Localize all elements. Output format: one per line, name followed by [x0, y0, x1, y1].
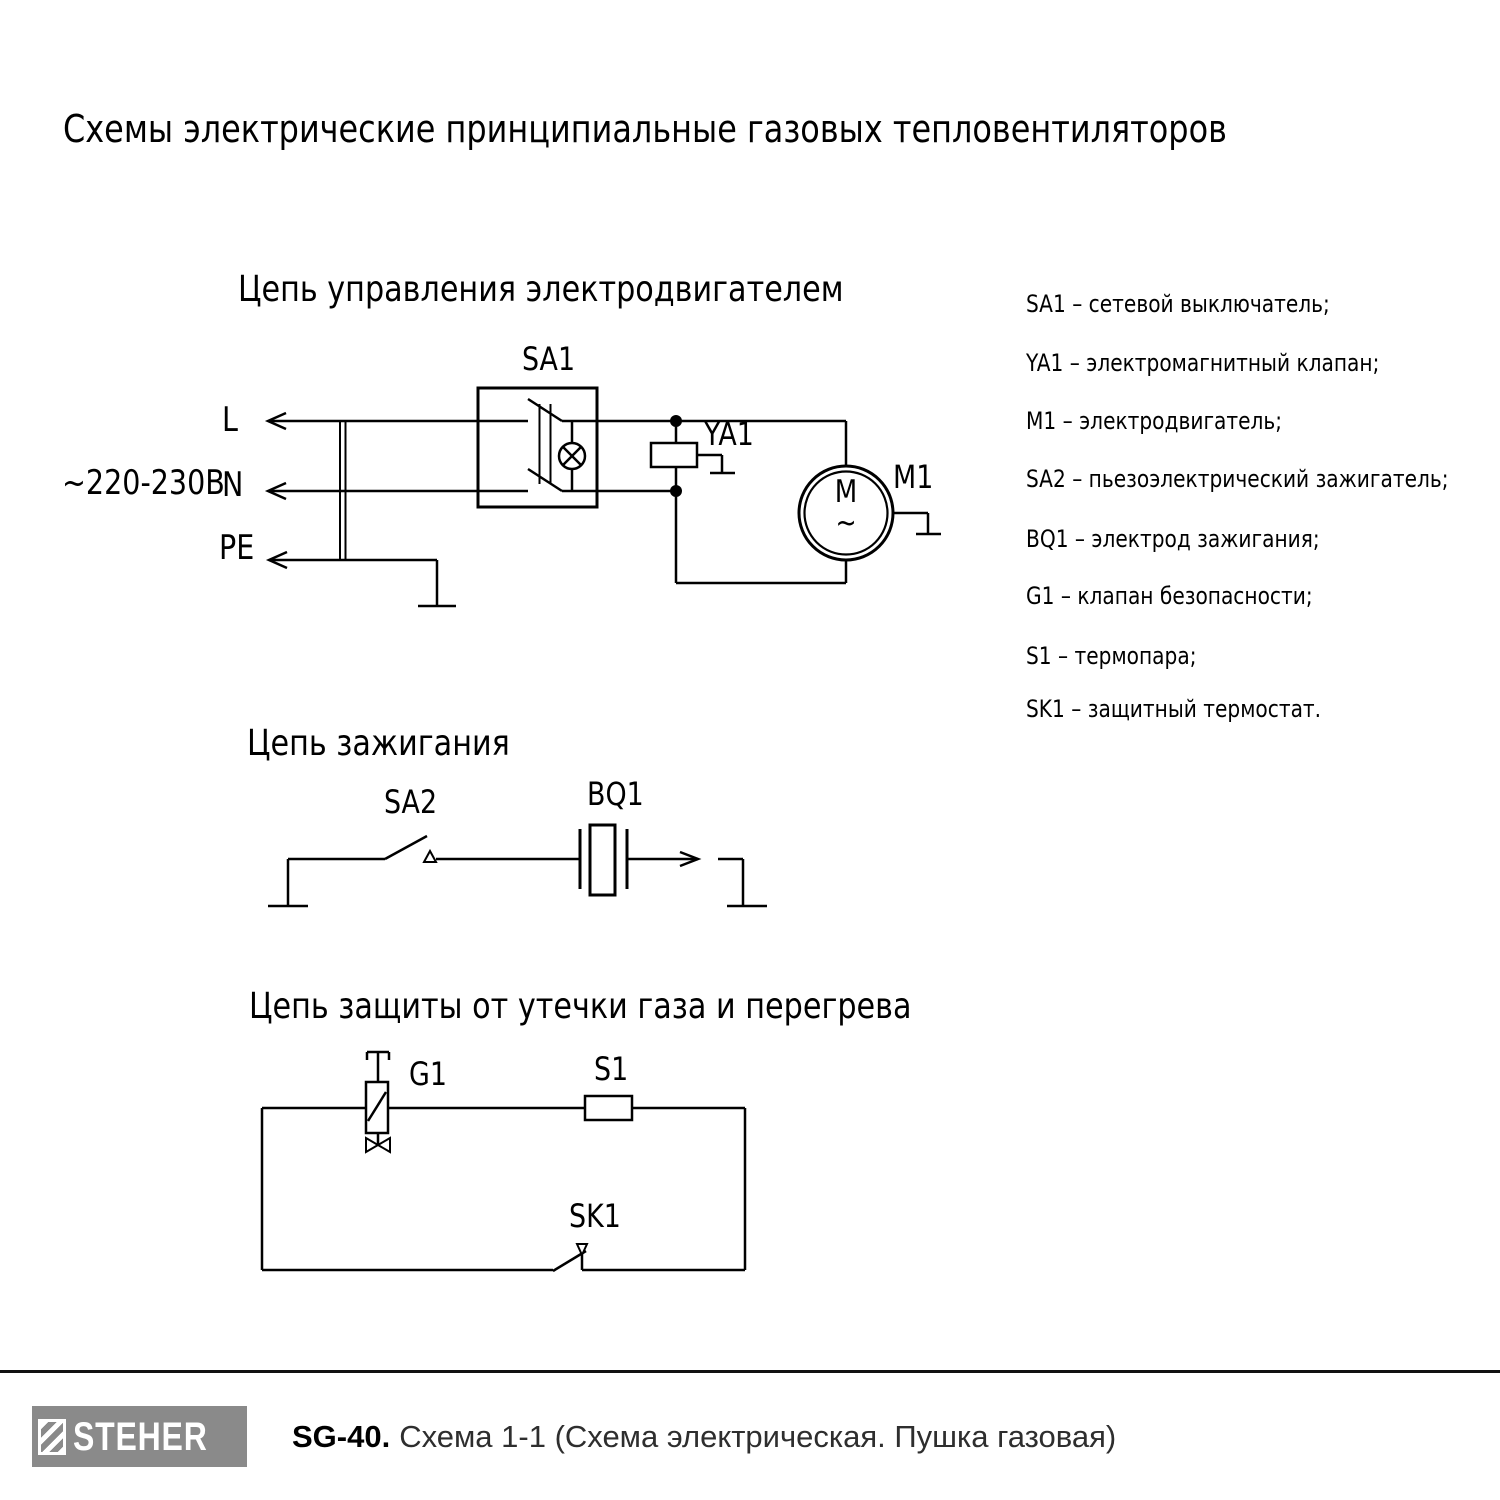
right-electrode-ground-icon: [718, 859, 767, 906]
legend-item-sa2: SA2 – пьезоэлектрический зажигатель;: [1026, 465, 1449, 493]
ref-label-bq1: BQ1: [587, 775, 644, 813]
left-ground-icon: [268, 859, 308, 906]
ref-label-ya1: YA1: [704, 415, 754, 453]
section-title-ignition: Цепь зажигания: [247, 723, 510, 764]
legend-item-sk1: SK1 – защитный термостат.: [1026, 695, 1322, 723]
motor-letter: M: [834, 474, 858, 510]
sk1-thermostat-contact: [553, 1244, 587, 1271]
legend-item-ya1: YA1 – электромагнитный клапан;: [1026, 349, 1380, 377]
model-number: SG-40.: [292, 1419, 391, 1454]
legend-item-bq1: BQ1 – электрод зажигания;: [1026, 525, 1320, 553]
junction-dot: [670, 415, 682, 427]
legend-item-sa1: SA1 – сетевой выключатель;: [1026, 290, 1330, 318]
brand-name: STEHER: [72, 1414, 208, 1459]
scheme-caption: Схема 1-1 (Схема электрическая. Пушка газовая): [399, 1419, 1117, 1454]
indicator-lamp-icon: [559, 421, 585, 491]
sa1-switch-box: [478, 388, 597, 507]
protection-circuit: [262, 1052, 745, 1271]
terminal-label-pe: PE: [219, 528, 255, 568]
page-title: Схемы электрические принципиальные газовых тепловентиляторов: [63, 107, 1227, 151]
sa2-switch-symbol: [385, 836, 436, 862]
g1-safety-valve-symbol: [366, 1052, 390, 1152]
ref-label-sa2: SA2: [384, 783, 438, 821]
legend-item-g1: G1 – клапан безопасности;: [1026, 582, 1313, 610]
pe-ground-icon: [418, 560, 456, 606]
section-title-protection: Цепь защиты от утечки газа и перегрева: [249, 986, 912, 1027]
footer-divider: [0, 1370, 1500, 1373]
legend-item-s1: S1 – термопара;: [1026, 642, 1197, 670]
s1-thermocouple-symbol: [585, 1096, 632, 1120]
ref-label-m1: M1: [893, 458, 934, 496]
terminal-label-n: N: [222, 465, 244, 505]
ignition-circuit: [268, 825, 767, 906]
terminal-label-l: L: [222, 400, 238, 440]
bq1-piezo-symbol: [580, 825, 627, 895]
steher-emblem-icon: [38, 1419, 66, 1455]
voltage-label: ~220-230В: [62, 463, 225, 503]
legend-item-m1: M1 – электродвигатель;: [1026, 407, 1283, 435]
section-title-motor-control: Цепь управления электродвигателем: [238, 269, 844, 310]
ref-label-sa1: SA1: [522, 340, 576, 378]
ref-label-s1: S1: [594, 1050, 629, 1088]
footer-caption-line: [292, 1419, 1116, 1455]
steher-logo: [32, 1406, 247, 1467]
motor-ac-sign: ~: [835, 506, 857, 541]
motor-ground-icon: [893, 513, 941, 534]
ref-label-g1: G1: [409, 1055, 447, 1093]
ref-label-sk1: SK1: [569, 1197, 621, 1235]
